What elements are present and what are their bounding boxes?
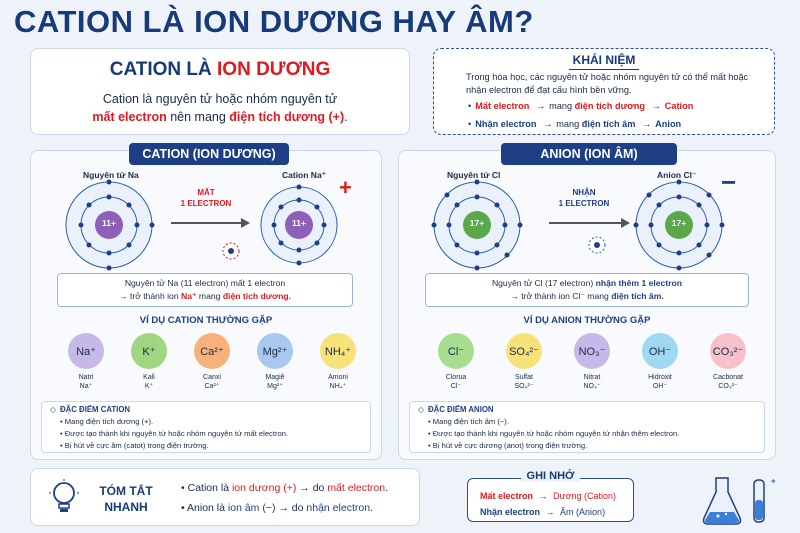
- nucleus-label: 17+: [469, 218, 485, 228]
- concept-positive: điện tích dương: [574, 101, 645, 111]
- summary-part: Anion là: [187, 502, 228, 514]
- remember-note: [467, 470, 634, 522]
- anion-ion-badge: Cl⁻: [438, 333, 474, 369]
- anion-ion-formula: CO₃²⁻: [718, 383, 738, 390]
- anion-feature-item: • Mang điện tích âm (−).: [428, 417, 509, 426]
- arrow-right-icon: →: [545, 507, 555, 517]
- cation-ion-name: Canxi: [203, 374, 221, 381]
- diamond-icon: ◇: [50, 405, 56, 414]
- desc-positive: điện tích dương.: [222, 291, 292, 301]
- desc-negative: điện tích âm.: [611, 291, 664, 301]
- summary-part: → do: [275, 502, 307, 514]
- arrow-right-icon: →: [535, 101, 546, 111]
- features-title-text: ĐẶC ĐIỂM CATION: [60, 405, 131, 414]
- arrow-right-icon: →: [538, 491, 548, 501]
- anion-examples-title: VÍ DỤ ANION THƯỜNG GẶP: [523, 315, 651, 326]
- anion-desc-line-1: [426, 277, 748, 290]
- note-line-anion: [480, 507, 605, 517]
- plus-charge-icon: +: [339, 175, 352, 200]
- anion-ion-name: Sulfat: [515, 374, 533, 381]
- cation-ion-formula: Mg²⁺: [267, 383, 283, 390]
- summary-period: .: [385, 482, 389, 494]
- cation-example-item: [250, 333, 300, 391]
- cation-example-item: [313, 333, 363, 391]
- cation-feature-item: • Được tạo thành khi nguyên tử hoặc nhóm nguyên tử mất electron.: [60, 429, 289, 438]
- anion-features: [409, 401, 765, 453]
- desc-ion: Na⁺: [181, 291, 197, 301]
- bullet-icon: •: [468, 119, 472, 129]
- concept-anion: Anion: [655, 119, 682, 129]
- concept-gain: Nhận electron: [475, 119, 537, 129]
- summary-negative: ion âm (−): [227, 502, 276, 514]
- desc-part: Nguyên tử Cl (17 electron): [491, 278, 596, 288]
- cation-ion-name: Kali: [143, 374, 155, 381]
- atom-cl-label: Nguyên tử Cl: [447, 170, 501, 180]
- concept-cation: Cation: [664, 101, 694, 111]
- anion-cl-label: Anion Cl⁻: [657, 170, 697, 180]
- anion-panel-header: ANION (ION ÂM): [501, 143, 677, 165]
- cation-desc-line-1: Nguyên tử Na (11 electron) mất 1 electron: [124, 278, 286, 288]
- note-title: GHI NHỚ: [521, 470, 581, 482]
- concept-row-lose: [468, 101, 693, 111]
- note-positive: Dương (Cation): [553, 491, 616, 501]
- desc-part: → trở thành ion Cl⁻ mang: [510, 291, 612, 301]
- arrow-right-icon: →: [641, 119, 652, 129]
- features-title-text: ĐẶC ĐIỂM ANION: [428, 405, 494, 414]
- anion-panel: [398, 147, 776, 460]
- summary-part: Cation là: [187, 482, 232, 494]
- cation-panel: [30, 147, 382, 460]
- atom-na-label: Nguyên tử Na: [83, 170, 139, 180]
- page-title: CATION LÀ ION DƯƠNG HAY ÂM?: [14, 4, 534, 39]
- note-gain: Nhận electron: [480, 507, 541, 517]
- concept-lose: Mất electron: [475, 101, 530, 111]
- hero-line-1: Cation là nguyên tử hoặc nhóm nguyên tử: [102, 92, 338, 106]
- summary-anion-line: [181, 502, 373, 514]
- nucleus-label: 11+: [292, 218, 306, 228]
- anion-example-item: [567, 333, 617, 391]
- anion-example-item: [703, 333, 753, 391]
- cation-example-item: [124, 333, 174, 391]
- cation-example-item: [187, 333, 237, 391]
- hero-lose-electron: mất electron: [92, 110, 167, 124]
- desc-part: → trở thành ion: [118, 291, 181, 301]
- cation-ion-name: Amoni: [328, 374, 348, 381]
- cation-atom-diagram: [31, 151, 383, 281]
- cation-ion-badge: Ca²⁺: [194, 333, 230, 369]
- gain-electron-label: NHẬN 1 ELECTRON: [558, 188, 610, 208]
- anion-ion-badge: NO₃⁻: [574, 333, 610, 369]
- hero-line-2: [31, 108, 409, 126]
- anion-ion-formula: SO₄²⁻: [514, 383, 534, 390]
- bullet-icon: •: [468, 101, 472, 111]
- cation-feature-item: • Mang điện tích dương (+).: [60, 417, 154, 426]
- cation-ion-formula: K⁺: [144, 383, 154, 390]
- cation-ion-formula: Ca²⁺: [204, 383, 220, 390]
- bullet-icon: •: [181, 502, 185, 514]
- anion-ion-name: Nitrat: [583, 374, 601, 381]
- summary-title: TÓM TẮT NHANH: [99, 484, 153, 514]
- anion-ion-formula: OH⁻: [652, 383, 668, 390]
- summary-period: .: [370, 502, 373, 514]
- lose-electron-label: MẤT 1 ELECTRON: [180, 188, 232, 208]
- cation-desc-line-2: [58, 290, 352, 303]
- hero-text-part: nên mang: [166, 110, 230, 124]
- hero-title-highlight: ION DƯƠNG: [217, 59, 331, 80]
- cation-ion-badge: Mg²⁺: [257, 333, 293, 369]
- svg-text:✦: ✦: [770, 477, 777, 486]
- anion-description: [425, 273, 749, 307]
- summary-positive: ion dương (+): [231, 482, 297, 494]
- anion-feature-item: • Bị hút về cực dương (anot) trong điện trường.: [428, 441, 588, 450]
- hero-title: [31, 59, 409, 81]
- hero-period: .: [344, 110, 348, 124]
- diamond-icon: ◇: [418, 405, 424, 414]
- bullet-icon: •: [181, 482, 185, 494]
- anion-features-title: [418, 405, 494, 414]
- quick-summary: [30, 468, 420, 526]
- arrow-right-icon: →: [543, 119, 553, 129]
- cation-ion-name: Magiê: [265, 374, 285, 381]
- desc-part: mang: [196, 291, 223, 301]
- concept-carry: mang: [549, 101, 573, 111]
- concept-box: [433, 48, 775, 135]
- cation-features-title: [50, 405, 130, 414]
- concept-negative: điện tích âm: [581, 119, 636, 129]
- cation-ion-formula: NH₄⁺: [329, 383, 347, 390]
- note-negative: Âm (Anion): [560, 507, 606, 517]
- summary-cation-line: [181, 482, 388, 494]
- concept-carry: mang: [556, 119, 580, 129]
- cation-example-item: [61, 333, 111, 391]
- anion-ion-badge: SO₄²⁻: [506, 333, 542, 369]
- cation-examples-title: VÍ DỤ CATION THƯỜNG GẶP: [139, 315, 273, 326]
- cation-feature-item: • Bị hút về cực âm (catot) trong điện trường.: [60, 441, 209, 450]
- summary-part: → do: [296, 482, 328, 494]
- anion-feature-item: • Được tạo thành khi nguyên tử hoặc nhóm nguyên tử nhận thêm electron.: [428, 429, 680, 438]
- cation-ion-badge: NH₄⁺: [320, 333, 356, 369]
- summary-lose: mất electron: [327, 482, 386, 494]
- concept-row-gain: [468, 119, 681, 129]
- anion-example-item: [635, 333, 685, 391]
- nucleus-label: 11+: [102, 218, 116, 228]
- cation-definition-card: [30, 48, 410, 135]
- cation-ion-formula: Na⁺: [79, 383, 93, 390]
- note-lose: Mất electron: [480, 491, 534, 501]
- cation-ion-badge: K⁺: [131, 333, 167, 369]
- hero-positive-charge: điện tích dương (+): [229, 110, 345, 124]
- anion-example-item: [499, 333, 549, 391]
- anion-ion-name: Hidroxit: [648, 374, 672, 381]
- anion-ion-formula: Cl⁻: [450, 383, 462, 390]
- anion-ion-badge: OH⁻: [642, 333, 678, 369]
- cation-features: [41, 401, 371, 453]
- anion-example-item: [431, 333, 481, 391]
- lightbulb-icon: [49, 479, 79, 517]
- minus-charge-icon: −: [721, 167, 737, 197]
- cation-panel-header: CATION (ION DƯƠNG): [129, 143, 289, 165]
- anion-ion-name: Clorua: [445, 374, 467, 381]
- concept-text: Trong hóa học, các nguyên tử hoặc nhóm nguyên tử có thể mất hoặc nhận electron để đạt cấu hình bền vững.: [466, 72, 749, 95]
- cation-description: [57, 273, 353, 307]
- anion-desc-line-2: [426, 290, 748, 303]
- lab-flask-icon: [702, 474, 782, 526]
- cation-ion-name: Natri: [78, 374, 94, 381]
- anion-ion-formula: NO₃⁻: [583, 383, 601, 390]
- cation-na-label: Cation Na⁺: [282, 170, 327, 180]
- summary-gain: nhận electron: [306, 502, 371, 514]
- anion-ion-name: Cacbonat: [713, 374, 743, 381]
- nucleus-label: 17+: [671, 218, 687, 228]
- concept-title: KHÁI NIỆM: [434, 53, 774, 70]
- desc-gain: nhận thêm 1 electron: [595, 278, 683, 288]
- hero-text: [31, 90, 409, 126]
- anion-ion-badge: CO₃²⁻: [710, 333, 746, 369]
- note-line-cation: [480, 491, 616, 501]
- hero-title-part: CATION LÀ: [109, 59, 218, 80]
- arrow-right-icon: →: [651, 101, 661, 111]
- cation-ion-badge: Na⁺: [68, 333, 104, 369]
